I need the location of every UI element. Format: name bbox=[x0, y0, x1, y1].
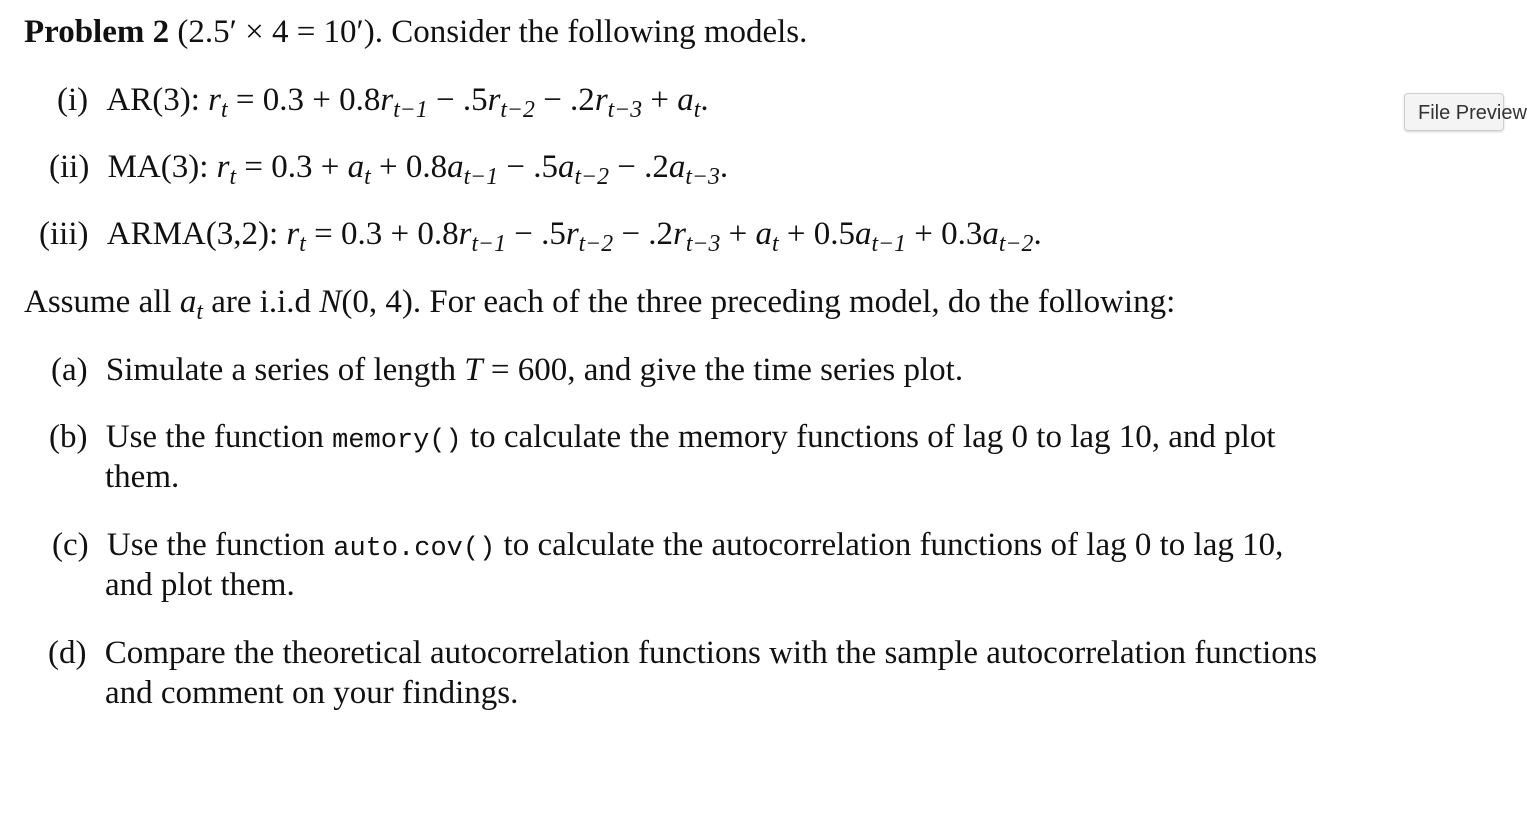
task-text: to calculate the autocorrelation functions of lag 0 to lag 10, bbox=[503, 527, 1284, 563]
assumption-text bbox=[24, 282, 1175, 325]
task-text: Simulate a series of length bbox=[105, 352, 456, 388]
task-d-continued: and comment on your findings. bbox=[105, 675, 519, 711]
model-equation: $r_t = 0.3 + 0.8r_{t-1} - .5r_{t-2} - .2r_{t-3} + a_t$. bbox=[208, 82, 709, 123]
model-equation: $r_t = 0.3 + a_t + 0.8a_{t-1} - .5a_{t-2} - .2a_{t-3}$. bbox=[216, 149, 729, 190]
problem-intro: Consider the following models. bbox=[391, 14, 808, 50]
model-label: (i) bbox=[57, 82, 89, 118]
distribution: N(0, 4) bbox=[319, 284, 413, 320]
task-b-continued: them. bbox=[105, 459, 180, 495]
task-text: Use the function bbox=[105, 419, 324, 455]
model-name: MA(3): bbox=[107, 149, 209, 185]
model-name: AR(3): bbox=[106, 82, 200, 118]
task-c bbox=[52, 525, 1283, 569]
task-text: to calculate the memory functions of lag 0 to lag 10, and plot bbox=[469, 419, 1276, 455]
model-ar3 bbox=[57, 80, 709, 123]
task-text: = 600, and give the time series plot. bbox=[490, 352, 964, 388]
task-label: (b) bbox=[49, 419, 88, 455]
problem-number: Problem 2 bbox=[24, 14, 170, 50]
task-d bbox=[48, 633, 1317, 673]
task-b bbox=[49, 417, 1276, 461]
task-c-continued: and plot them. bbox=[105, 567, 295, 603]
distribution-args: (0, 4) bbox=[341, 284, 413, 320]
problem-title bbox=[24, 12, 807, 52]
code-auto-cov: auto.cov() bbox=[333, 534, 496, 564]
file-preview-button[interactable]: File Preview bbox=[1404, 93, 1504, 131]
variable-T: T bbox=[464, 352, 483, 388]
task-label: (c) bbox=[52, 527, 89, 563]
model-equation: $r_t = 0.3 + 0.8r_{t-1} - .5r_{t-2} - .2r_{t-3} + a_t + 0.5a_{t-1} + 0.3a_{t-2}$. bbox=[286, 216, 1042, 257]
model-name: ARMA(3,2): bbox=[106, 216, 279, 252]
task-text: Compare the theoretical autocorrelation functions with the sample autocorrelation functions bbox=[104, 635, 1318, 671]
variable-a-t: $a_t$ bbox=[179, 284, 203, 325]
code-memory: memory() bbox=[332, 426, 462, 456]
task-text: Use the function bbox=[106, 527, 325, 563]
model-label: (iii) bbox=[39, 216, 89, 252]
task-label: (a) bbox=[51, 352, 88, 388]
assumption-part-1: Assume all bbox=[24, 284, 172, 320]
assumption-part-3: . For each of the three preceding model, do the following: bbox=[412, 284, 1176, 320]
model-label: (ii) bbox=[49, 149, 90, 185]
task-a bbox=[51, 350, 963, 390]
assumption-part-2: are i.i.d bbox=[211, 284, 312, 320]
model-ma3 bbox=[49, 147, 728, 190]
model-arma32 bbox=[39, 214, 1042, 257]
problem-points: (2.5′ × 4 = 10′). bbox=[177, 14, 384, 50]
task-label: (d) bbox=[48, 635, 87, 671]
